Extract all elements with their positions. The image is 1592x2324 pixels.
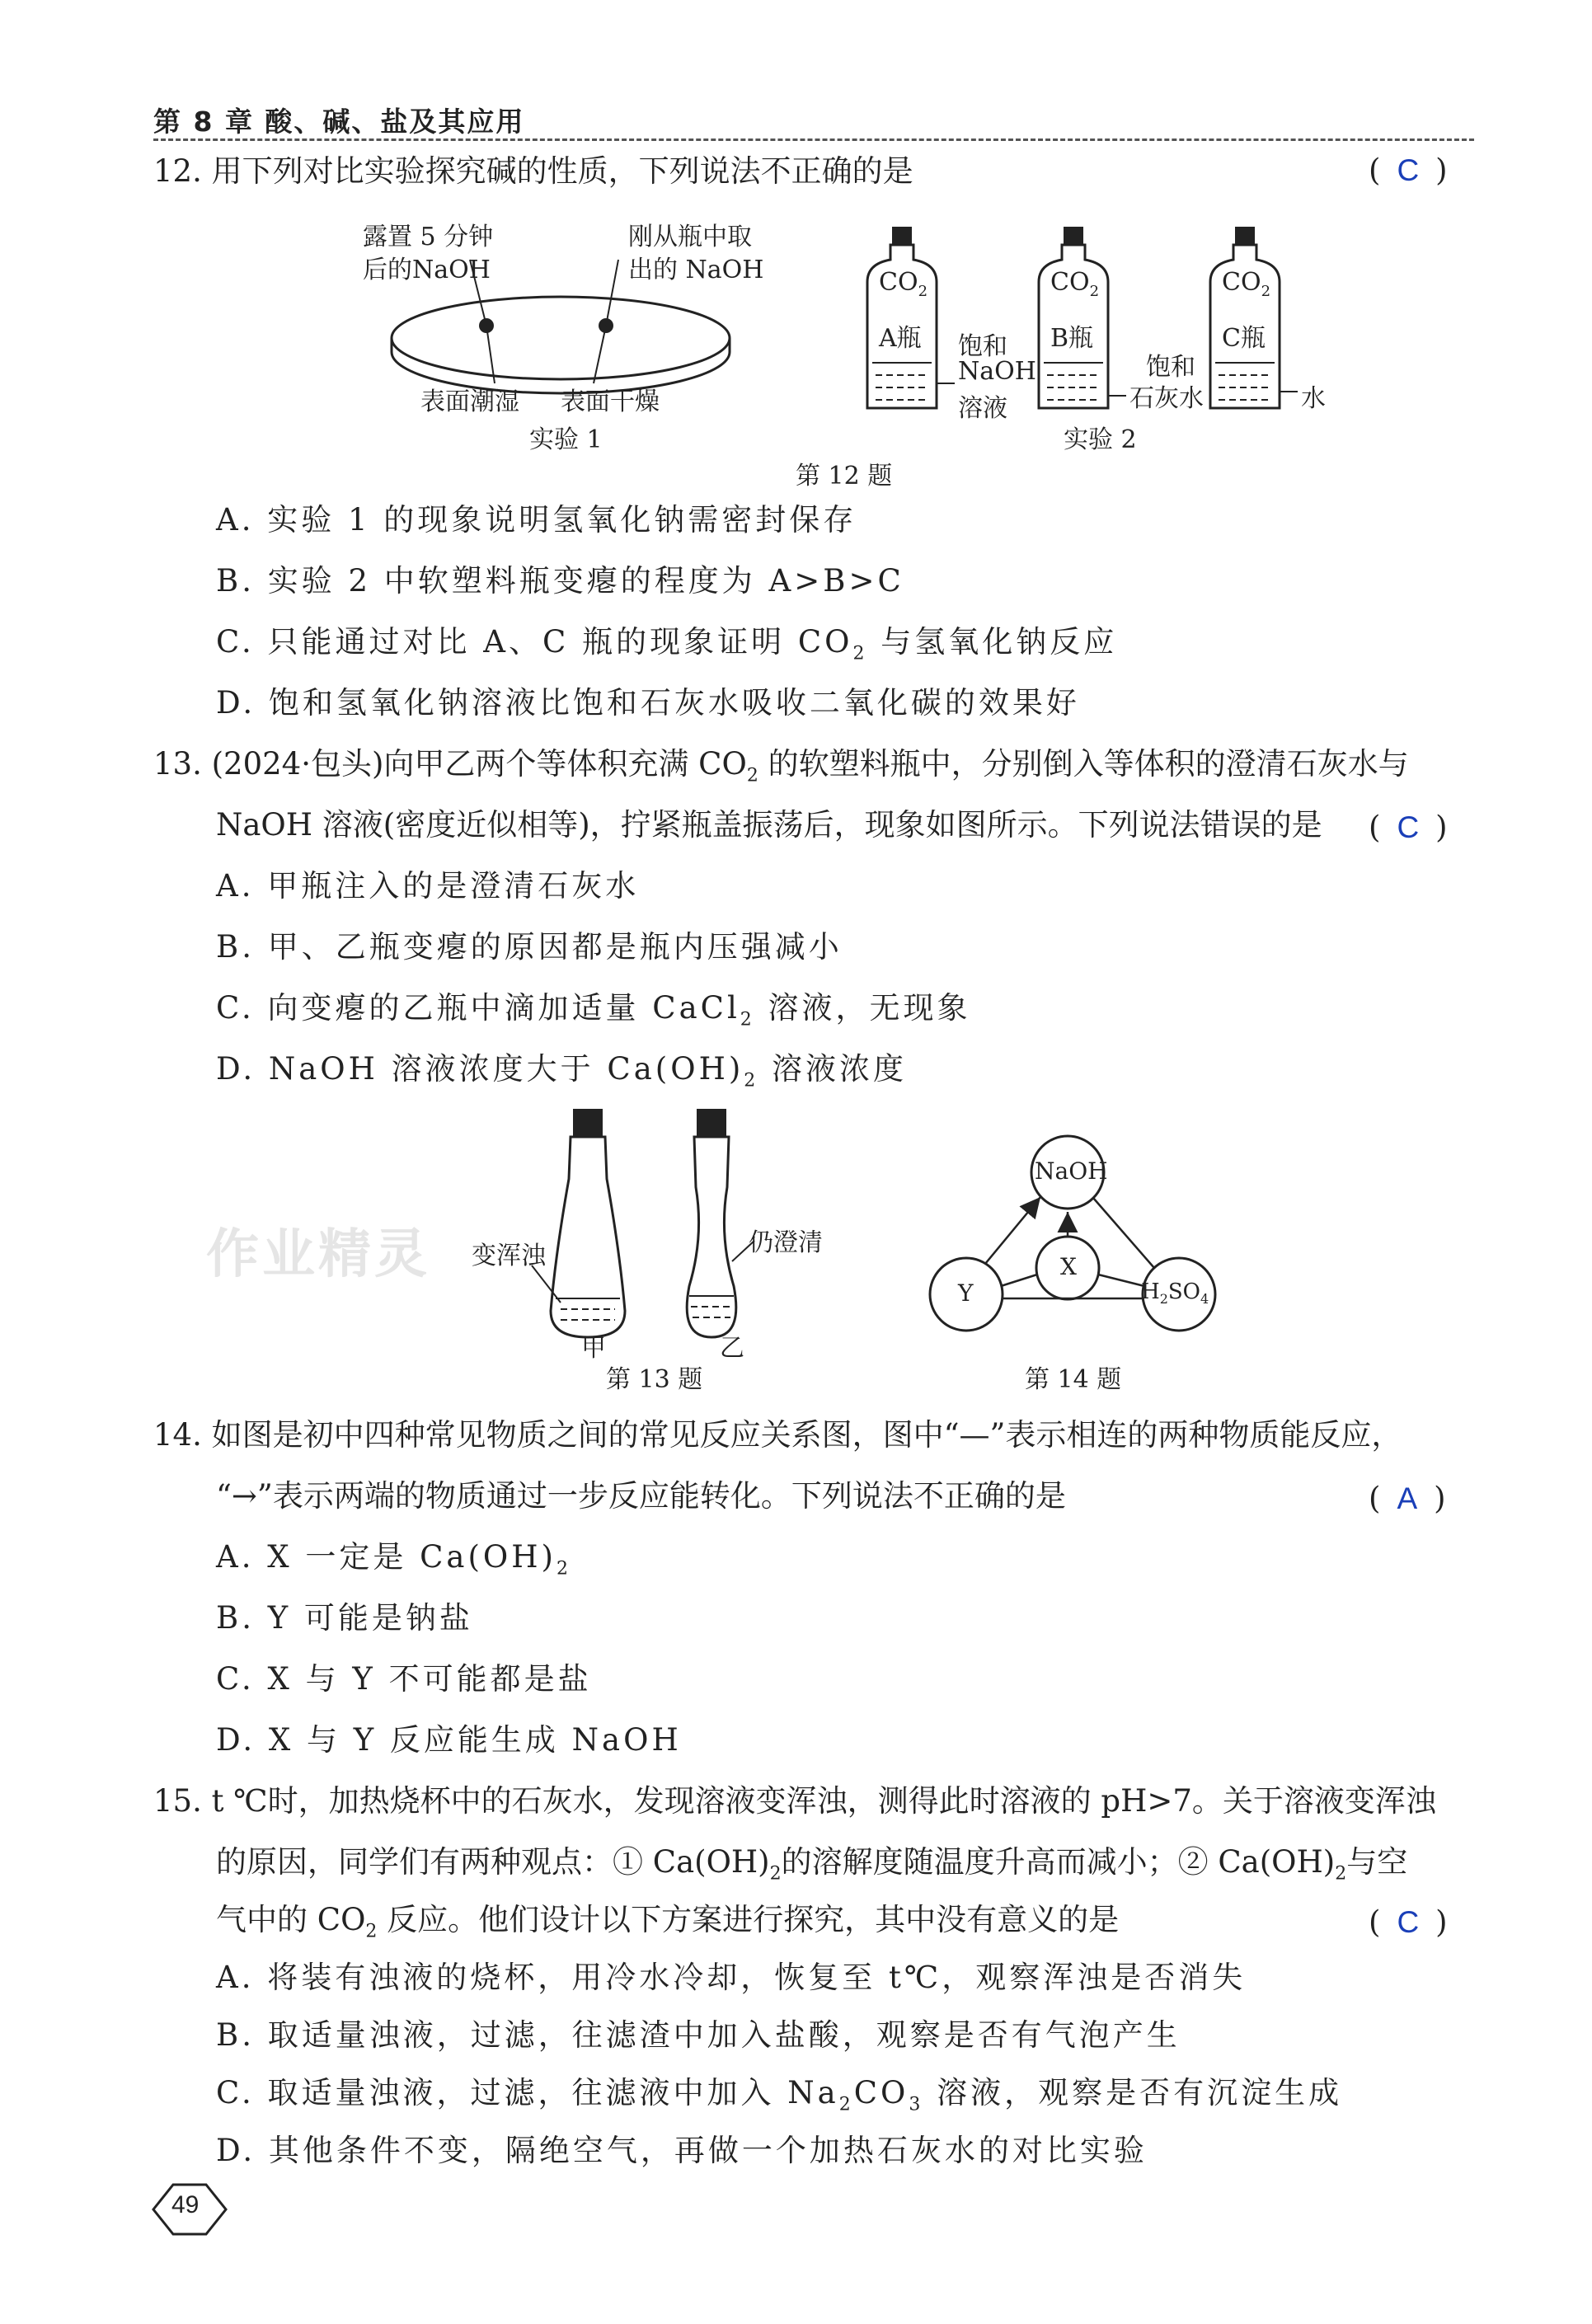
liquid-a-line3: 溶液 [958,394,1007,423]
q14-option-a: A. X 一定是 $Ca(OH)_2$ [216,1539,571,1580]
page-number: 49 [171,2191,200,2218]
node-naoh-label: NaOH [1035,1157,1108,1185]
q13-bottles-figure [528,1105,775,1352]
exp1-right-label-line1: 刚从瓶中取 [628,223,752,251]
q15-answer: ( C ) [1369,1904,1448,1940]
q14-option-c: C. X 与 Y 不可能都是盐 [216,1661,592,1697]
liquid-b-line1: 饱和 [1146,353,1195,382]
bottle-c-gas: $CO_2$ [1222,268,1271,300]
chapter-header: 第 8 章 酸、碱、盐及其应用 [153,106,525,138]
q15-option-a: A. 将装有浊液的烧杯，用冷水冷却，恢复至 t℃，观察浑浊是否消失 [216,1960,1247,1995]
liquid-a-line2: NaOH [958,357,1036,386]
q15-stem-line1: 15. t ℃时，加热烧杯中的石灰水，发现溶液变浑浊，测得此时溶液的 pH>7。关于溶液变浑浊 [153,1783,1436,1819]
node-h2so4-label: $H_2SO_4$ [1141,1279,1209,1308]
q12-stem: 12. 用下列对比实验探究碱的性质，下列说法不正确的是 [153,153,913,189]
watermark: 作业精灵 [206,1224,430,1285]
q15-stem-line2: 的原因，同学们有两种观点：① $Ca(OH)_2$的溶解度随温度升高而减小；② $Ca(OH)_2$与空 [216,1844,1408,1885]
exp1-left-label-line2: 后的NaOH [363,256,491,284]
q14-stem-line1: 14. 如图是初中四种常见物质之间的常见反应关系图，图中“—”表示相连的两种物质能反应， [153,1417,1402,1453]
q13-option-c: C. 向变瘪的乙瓶中滴加适量 CaCl$_2$ 溶液，无现象 [216,990,971,1031]
liquid-a-line1: 饱和 [958,332,1007,361]
exp2-caption: 实验 2 [1064,425,1137,454]
exp1-surface-wet: 表面潮湿 [420,387,519,416]
q14-answer-letter: A [1397,1481,1418,1515]
bottle-jia [532,1109,625,1337]
q12-option-d: D. 饱和氢氧化钠溶液比饱和石灰水吸收二氧化碳的效果好 [216,685,1080,721]
q13-label-jia: 甲 [581,1334,606,1363]
node-x-label: X [1060,1253,1077,1280]
q14-option-b: B. Y 可能是钠盐 [216,1600,473,1636]
q12-option-c: C. 只能通过对比 A、C 瓶的现象证明 $CO_2$ 与氢氧化钠反应 [216,624,1118,664]
q14-option-d: D. X 与 Y 反应能生成 NaOH [216,1722,682,1758]
q13-stem-line1: 13. (2024·包头)向甲乙两个等体积充满 $CO_2$ 的软塑料瓶中，分别倒入等体积的澄清石灰水与 [153,746,1409,786]
exp1-surface-dry: 表面干燥 [561,387,660,416]
q13-answer-letter: C [1397,810,1420,844]
q13-option-d: D. NaOH 溶液浓度大于 $Ca(OH)_2$ 溶液浓度 [216,1051,908,1092]
q12-figure-caption: 第 12 题 [796,462,893,491]
q13-option-a: A. 甲瓶注入的是澄清石灰水 [216,868,640,904]
q13-label-clear: 仍澄清 [749,1228,823,1257]
exp1-right-label-line2: 出的 NaOH [628,256,764,284]
header-divider [153,139,1474,141]
q13-option-b: B. 甲、乙瓶变瘪的原因都是瓶内压强减小 [216,929,843,965]
q12-answer: ( C ) [1369,153,1448,188]
bottle-a-gas: $CO_2$ [879,268,928,300]
liquid-c-label: 水 [1301,384,1326,413]
exp1-left-label-line1: 露置 5 分钟 [363,223,494,251]
bottle-b-gas: $CO_2$ [1050,268,1100,300]
node-y-label: Y [958,1279,974,1307]
q14-answer: ( A ) [1369,1481,1446,1516]
q12-option-b: B. 实验 2 中软塑料瓶变瘪的程度为 A>B>C [216,563,904,599]
q13-stem-line2: NaOH 溶液(密度近似相等)，拧紧瓶盖振荡后，现象如图所示。下列说法错误的是 [216,807,1322,843]
exp1-caption: 实验 1 [529,425,603,454]
q15-option-b: B. 取适量浊液，过滤，往滤渣中加入盐酸，观察是否有气泡产生 [216,2017,1181,2053]
bottle-b-label: B瓶 [1050,324,1094,353]
q15-answer-letter: C [1397,1905,1420,1939]
q13-label-turbid: 变浑浊 [472,1242,546,1270]
q12-option-a: A. 实验 1 的现象说明氢氧化钠需密封保存 [216,502,857,538]
q13-label-yi: 乙 [720,1334,744,1363]
q14-stem-line2: “→”表示两端的物质通过一步反应能转化。下列说法不正确的是 [216,1478,1066,1514]
q13-answer: ( C ) [1369,810,1448,845]
q14-figure-caption: 第 14 题 [1025,1365,1122,1394]
q15-option-d: D. 其他条件不变，隔绝空气，再做一个加热石灰水的对比实验 [216,2133,1148,2168]
q15-option-c: C. 取适量浊液，过滤，往滤液中加入 $Na_2CO_3$ 溶液，观察是否有沉淀生成 [216,2075,1343,2115]
q15-stem-line3: 气中的 $CO_2$ 反应。他们设计以下方案进行探究，其中没有意义的是 [216,1902,1120,1942]
bottle-c-label: C瓶 [1222,324,1266,353]
liquid-b-line2: 石灰水 [1129,384,1204,413]
q12-answer-letter: C [1397,153,1420,187]
q13-figure-caption: 第 13 题 [606,1365,703,1394]
bottle-yi [687,1109,754,1337]
bottle-a-label: A瓶 [879,324,922,353]
